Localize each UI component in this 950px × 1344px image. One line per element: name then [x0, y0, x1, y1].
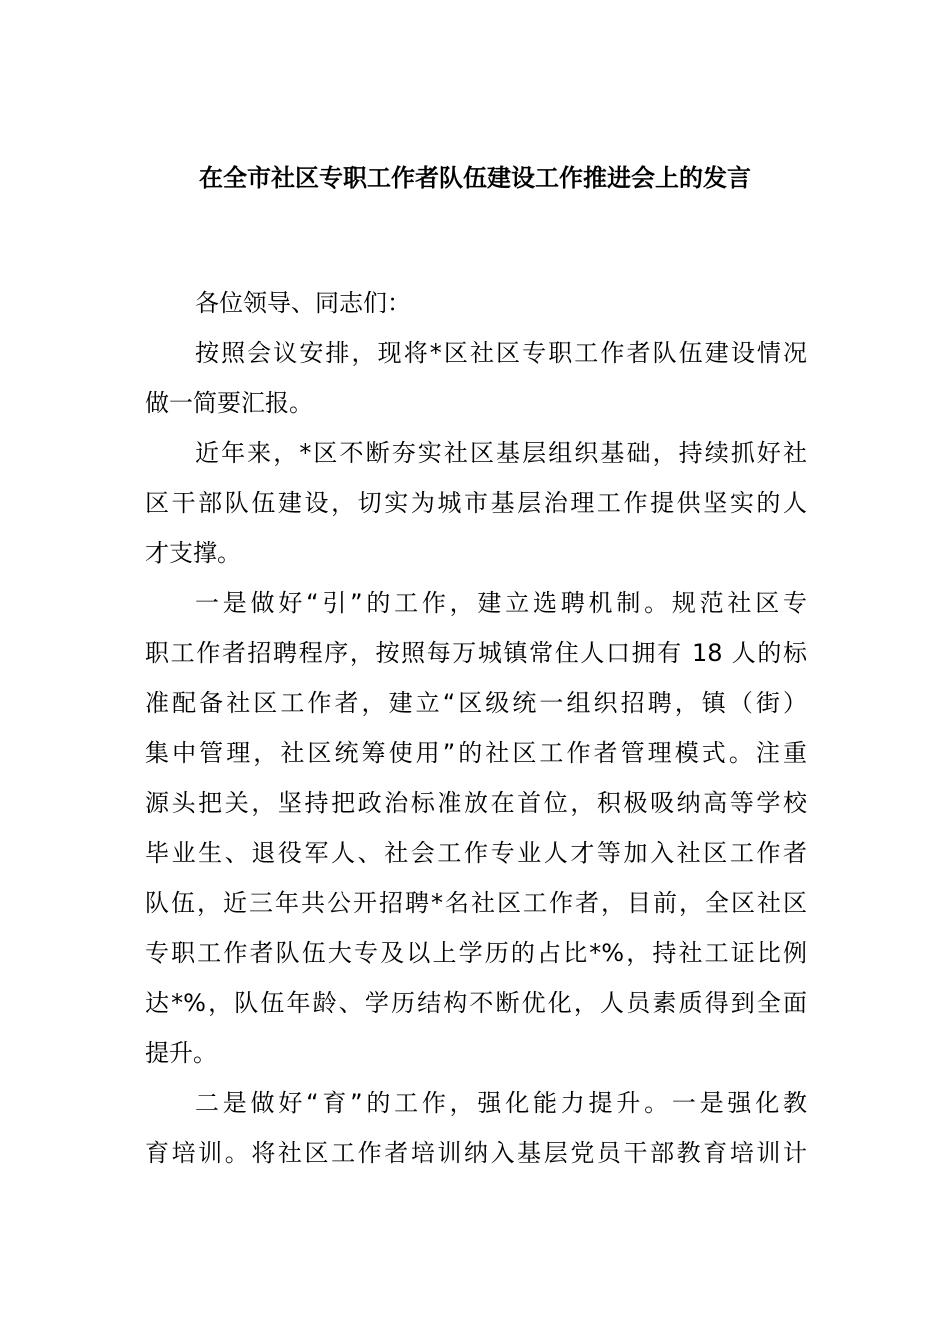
- paragraph-line: 近年来，*区不断夯实社区基层组织基础，持续抓好社: [195, 439, 807, 467]
- paragraph-line: 职工作者招聘程序，按照每万城镇常住人口拥有 18 人的标: [145, 639, 807, 667]
- paragraph-line: 专职工作者队伍大专及以上学历的占比*%，持社工证比例: [145, 939, 807, 967]
- paragraph-line: 提升。: [145, 1039, 217, 1067]
- paragraph-line: 做一简要汇报。: [145, 389, 313, 417]
- salutation-line: 各位领导、同志们：: [195, 289, 411, 317]
- paragraph-line: 才支撑。: [145, 539, 241, 567]
- document-body: [145, 283, 807, 1183]
- paragraph-line: 源头把关，坚持把政治标准放在首位，积极吸纳高等学校: [145, 789, 807, 817]
- paragraph-line: 队伍，近三年共公开招聘*名社区工作者，目前，全区社区: [145, 889, 807, 917]
- paragraph-line: 区干部队伍建设，切实为城市基层治理工作提供坚实的人: [145, 489, 807, 517]
- paragraph-line: 准配备社区工作者，建立“区级统一组织招聘，镇（街）: [145, 689, 807, 717]
- paragraph-line: 一是做好“引”的工作，建立选聘机制。规范社区专: [195, 589, 807, 617]
- paragraph-line: 育培训。将社区工作者培训纳入基层党员干部教育培训计: [145, 1139, 807, 1167]
- paragraph-line: 毕业生、退役军人、社会工作专业人才等加入社区工作者: [145, 839, 807, 867]
- paragraph-line: 二是做好“育”的工作，强化能力提升。一是强化教: [195, 1089, 807, 1117]
- document-title: 在全市社区专职工作者队伍建设工作推进会上的发言: [199, 164, 751, 192]
- paragraph-line: 集中管理，社区统筹使用”的社区工作者管理模式。注重: [145, 739, 807, 767]
- paragraph-line: 达*%，队伍年龄、学历结构不断优化，人员素质得到全面: [145, 989, 807, 1017]
- paragraph-line: 按照会议安排，现将*区社区专职工作者队伍建设情况: [195, 339, 807, 367]
